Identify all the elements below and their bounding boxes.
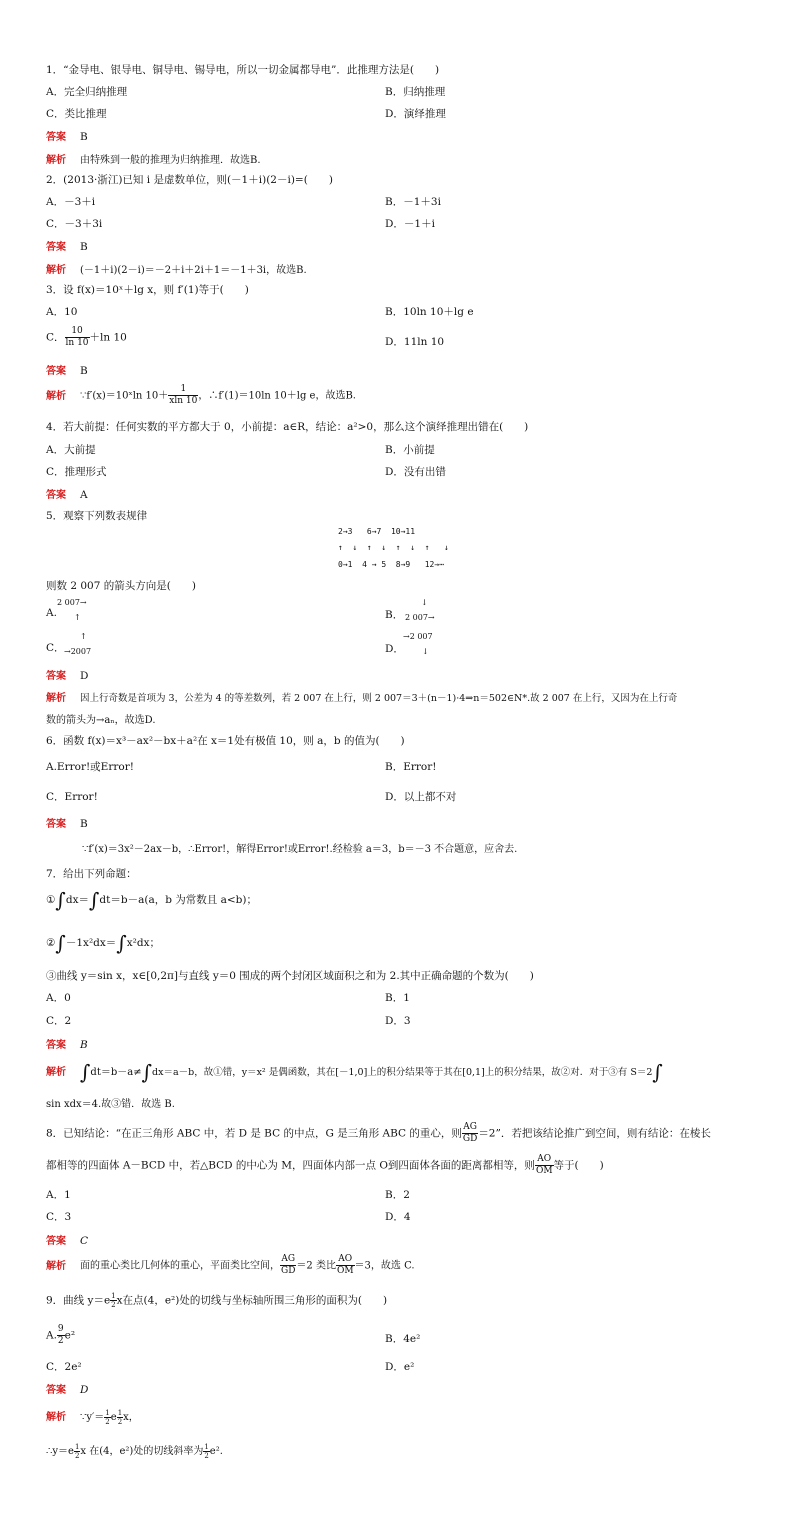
integral-sign: ∫ — [55, 888, 66, 912]
q2-option-b: B．－1＋3i — [385, 196, 441, 208]
q7-option-c: C．2 — [46, 1015, 72, 1027]
document-page: 1．“金导电、银导电、铜导电、锡导电，所以一切金属都导电”．此推理方法是( ) A．完全归纳推理 B．归纳推理 C．类比推理 D．演绎推理 答案 B 解析 由特殊到一般的推理为归纳推理．故选B. 2．(2013·浙江)已知 i 是虚数单位，则(－1＋i)(2－i)=( ) A．－3＋i B．－1＋3i C．－3＋3i D．－1＋i 答案 B 解析 (－1＋i)(2－i)＝－2＋i＋2i＋1＝－1＋3i，故选B. 3．设 f(x)＝10ˣ＋lg x，则 f′(1)等于( ) A．10 B．10ln 10＋lg e C． $\frac{10}{\ln 10}$ ＋ln 10 D．11ln 10 答案 B 解析 ∵f′(x)＝10ˣln 10＋ $\frac{1}{xln 10}$ ，∴f′(1)＝10ln 10＋lg e，故选B. 4．若大前提：任何实数的平方都大于 0，小前提：a∈R，结论：a²>0，那么这个演绎推理出错在( ) A．大前提 B．小前提 C．推理形式 D．没有出错 答案 A 5．观察下列数表规律 2→3 6→7 10→11 ↑ ↓ ↑ ↓ ↑ ↓ ↑ ↓ 0→1 4 → 5 8→9 12→⋯ 则数 2 007 的箭头方向是( ) A. 2 007→ ↑ B． ↓ 2 007→ C． ↑ →2007 D． →2 007 ↓ 答案 D 解析 因上行奇数是首项为 3，公差为 4 的等差数列，若 2 007 在上行，则 2 007＝3＋(n－1)·4⇒n＝502∈N*.故 2 007 在上行，又因为在上行奇 数的箭头为→aₙ，故选D. 6．函数 f(x)＝x³－ax²－bx＋a²在 x＝1处有极值 10，则 a，b 的值为( ) A.Error!或Error! B．Error! C．Error! D．以上都不对 答案 B ∵f′(x)＝3x²－2ax－b，∴Error!，解得Error!或Error!.经检验 a＝3，b＝－3 不合题意，应舍去. 7．给出下列命题： ①∫dx＝∫dt＝b－a(a，b 为常数且 a<b)； ②∫－1x²dx＝∫x²dx； ③曲线 y＝sin x，x∈[0,2π]与直线 y＝0 围成的两个封闭区域面积之和为 2.其中正确命题的个数为( ) A．0 B．1 C．2 D．3 答案 B 解析 ∫dt＝b－a≠∫dx＝a－b，故①错，y＝x² 是偶函数，其在[－1,0]上的积分结果等于其在[0,1]上的积分结果，故②对．对于③有 S＝2∫ sin xdx＝4.故③错．故选 B. 8．已知结论：“在正三角形 ABC 中，若 D 是 BC 的中点，G 是三角形 ABC 的重心，则 $\frac{AG}{GD}$ ＝2”．若把该结论推广到空间，则有结论：在棱长 都相等的四面体 A－BCD 中，若△BCD 的中心为 M，四面体内部一点 O到四面体各面的距离都相等，则 $\frac{AO}{OM}$ 等于( ) A．1 B．2 C．3 D．4 答案 C 解析 面的重心类比几何体的重心，平面类比空间， $\frac{AG}{GD}$ ＝2 类比 $\frac{AO}{OM}$ ＝3，故选 C. 9．曲线 y＝e $\frac{1}{2}$ x在点(4，e²)处的切线与坐标轴所围三角形的面积为( ) A. $\frac{9}{2}$ e² B．4e² C．2e² D．e² 答案 D 解析 ∵y′＝ $\frac{1}{2}$ e $\frac{1}{2}$ x， ∴y＝e $\frac{1}{2}$ x 在(4，e²)处的切线斜率为 $\frac{1}{2}$ e². — [0, 0, 794, 1527]
half-fraction: $\frac{1}{2}$ — [111, 1292, 116, 1309]
number-pattern-row-2: 0→1 4 → 5 8→9 12→⋯ — [338, 560, 444, 569]
integral-sign: ∫ — [141, 1060, 153, 1084]
q2-answer: 答案 B — [46, 241, 88, 253]
q3-answer: 答案 B — [46, 365, 88, 377]
q8-option-a: A．1 — [46, 1189, 71, 1201]
q5-question: 则数 2 007 的箭头方向是( ) — [46, 580, 196, 592]
exp-ao-om-fraction: $\frac{AO}{OM}$ — [336, 1254, 354, 1276]
q5-explanation-line-2: 数的箭头为→aₙ，故选D. — [46, 715, 156, 726]
question-1-stem: 1．“金导电、银导电、铜导电、锡导电，所以一切金属都导电”．此推理方法是( ) — [46, 64, 440, 76]
question-8-stem-line-1: 8．已知结论：“在正三角形 ABC 中，若 D 是 BC 的中点，G 是三角形 ABC 的重心，则 $\frac{AG}{GD}$ ＝2”．若把该结论推广到空间，则有结论：在棱长 — [46, 1122, 711, 1144]
number-pattern-row-1: 2→3 6→7 10→11 — [338, 527, 416, 536]
q9-answer: 答案 D — [46, 1384, 89, 1396]
q7-option-a: A．0 — [46, 992, 71, 1004]
q8-answer: 答案 C — [46, 1235, 89, 1247]
q4-option-b: B．小前提 — [385, 444, 435, 456]
q1-answer: 答案 B — [46, 131, 88, 143]
q3-option-b: B．10ln 10＋lg e — [385, 306, 474, 318]
q3-explanation: 解析 ∵f′(x)＝10ˣln 10＋ $\frac{1}{xln 10}$ ，∴f′(1)＝10ln 10＋lg e，故选B. — [46, 384, 356, 406]
q6-option-b: B．Error! — [385, 761, 437, 773]
q3-exp-fraction: $\frac{1}{xln 10}$ — [169, 384, 198, 406]
q9-option-b: B．4e² — [385, 1333, 421, 1345]
number-pattern-arrows: ↑ ↓ ↑ ↓ ↑ ↓ ↑ ↓ — [338, 543, 449, 552]
q1-option-d: D．演绎推理 — [385, 108, 446, 120]
q6-option-d: D．以上都不对 — [385, 791, 457, 803]
question-6-stem: 6．函数 f(x)＝x³－ax²－bx＋a²在 x＝1处有极值 10，则 a，b 的值为( ) — [46, 735, 405, 747]
q8-option-d: D．4 — [385, 1211, 411, 1223]
q7-option-b: B．1 — [385, 992, 410, 1004]
q9-explanation-line-2: ∴y＝e $\frac{1}{2}$ x 在(4，e²)处的切线斜率为 $\frac{1}{2}$ e². — [46, 1442, 223, 1460]
ao-om-fraction: $\frac{AO}{OM}$ — [535, 1154, 553, 1176]
q7-proposition-3: ③曲线 y＝sin x，x∈[0,2π]与直线 y＝0 围成的两个封闭区域面积之和为 2.其中正确命题的个数为( ) — [46, 970, 534, 982]
exp-ag-gd-fraction: $\frac{AG}{GD}$ — [281, 1254, 296, 1276]
q7-proposition-1: ①∫dx＝∫dt＝b－a(a，b 为常数且 a<b)； — [46, 888, 257, 912]
question-4-stem: 4．若大前提：任何实数的平方都大于 0，小前提：a∈R，结论：a²>0，那么这个演绎推理出错在( ) — [46, 421, 529, 433]
q9-option-a: A. $\frac{9}{2}$ e² — [46, 1324, 76, 1346]
q1-explanation: 解析 由特殊到一般的推理为归纳推理．故选B. — [46, 155, 261, 166]
q7-explanation-line-2: sin xdx＝4.故③错．故选 B. — [46, 1099, 175, 1110]
q3-option-c: C． $\frac{10}{\ln 10}$ ＋ln 10 — [46, 326, 127, 348]
question-7-stem: 7．给出下列命题： — [46, 868, 137, 880]
q9-explanation-line-1: 解析 ∵y′＝ $\frac{1}{2}$ e $\frac{1}{2}$ x， — [46, 1408, 139, 1426]
q7-option-d: D．3 — [385, 1015, 411, 1027]
q9-option-c: C．2e² — [46, 1361, 82, 1373]
question-5-stem: 5．观察下列数表规律 — [46, 510, 148, 522]
q4-option-d: D．没有出错 — [385, 466, 446, 478]
q6-option-a: A.Error!或Error! — [46, 761, 134, 773]
q1-option-c: C．类比推理 — [46, 108, 107, 120]
q6-option-c: C．Error! — [46, 791, 98, 803]
question-2-stem: 2．(2013·浙江)已知 i 是虚数单位，则(－1＋i)(2－i)=( ) — [46, 174, 333, 186]
integral-sign: ∫ — [89, 888, 100, 912]
q2-explanation: 解析 (－1＋i)(2－i)＝－2＋i＋2i＋1＝－1＋3i，故选B. — [46, 265, 307, 276]
question-9-stem: 9．曲线 y＝e $\frac{1}{2}$ x在点(4，e²)处的切线与坐标轴所围三角形的面积为( ) — [46, 1292, 388, 1309]
q6-explanation: ∵f′(x)＝3x²－2ax－b，∴Error!，解得Error!或Error!.经检验 a＝3，b＝－3 不合题意，应舍去. — [82, 844, 518, 855]
q6-answer: 答案 B — [46, 818, 88, 830]
q3-option-a: A．10 — [46, 306, 78, 318]
q2-option-d: D．－1＋i — [385, 218, 435, 230]
integral-sign: ∫ — [80, 1060, 91, 1084]
q2-option-c: C．－3＋3i — [46, 218, 103, 230]
q8-explanation: 解析 面的重心类比几何体的重心，平面类比空间， $\frac{AG}{GD}$ ＝2 类比 $\frac{AO}{OM}$ ＝3，故选 C. — [46, 1254, 415, 1276]
ag-gd-fraction: $\frac{AG}{GD}$ — [462, 1122, 478, 1144]
nine-halves-fraction: $\frac{9}{2}$ — [57, 1324, 64, 1346]
q1-option-a: A．完全归纳推理 — [46, 86, 128, 98]
q3-c-fraction: $\frac{10}{\ln 10}$ — [65, 326, 89, 348]
q4-answer: 答案 A — [46, 489, 88, 501]
q7-answer: 答案 B — [46, 1039, 88, 1051]
q1-option-b: B．归纳推理 — [385, 86, 446, 98]
q8-option-b: B．2 — [385, 1189, 410, 1201]
q5-explanation-line-1: 解析 因上行奇数是首项为 3，公差为 4 的等差数列，若 2 007 在上行，则 2 007＝3＋(n－1)·4⇒n＝502∈N*.故 2 007 在上行，又因为在上行奇 — [46, 693, 678, 704]
q7-explanation-line-1: 解析 ∫dt＝b－a≠∫dx＝a－b，故①错，y＝x² 是偶函数，其在[－1,0]上的积分结果等于其在[0,1]上的积分结果，故②对．对于③有 S＝2∫ — [46, 1060, 663, 1084]
integral-sign: ∫ — [55, 931, 66, 955]
q2-option-a: A．－3＋i — [46, 196, 96, 208]
q3-option-d: D．11ln 10 — [385, 336, 445, 348]
q8-option-c: C．3 — [46, 1211, 72, 1223]
q7-proposition-2: ②∫－1x²dx＝∫x²dx； — [46, 931, 161, 955]
q4-option-c: C．推理形式 — [46, 466, 107, 478]
integral-sign: ∫ — [116, 931, 127, 955]
question-8-stem-line-2: 都相等的四面体 A－BCD 中，若△BCD 的中心为 M，四面体内部一点 O到四面体各面的距离都相等，则 $\frac{AO}{OM}$ 等于( ) — [46, 1154, 604, 1176]
q9-option-d: D．e² — [385, 1361, 415, 1373]
q5-answer: 答案 D — [46, 670, 89, 682]
integral-sign: ∫ — [652, 1060, 663, 1084]
q4-option-a: A．大前提 — [46, 444, 96, 456]
question-3-stem: 3．设 f(x)＝10ˣ＋lg x，则 f′(1)等于( ) — [46, 284, 249, 296]
